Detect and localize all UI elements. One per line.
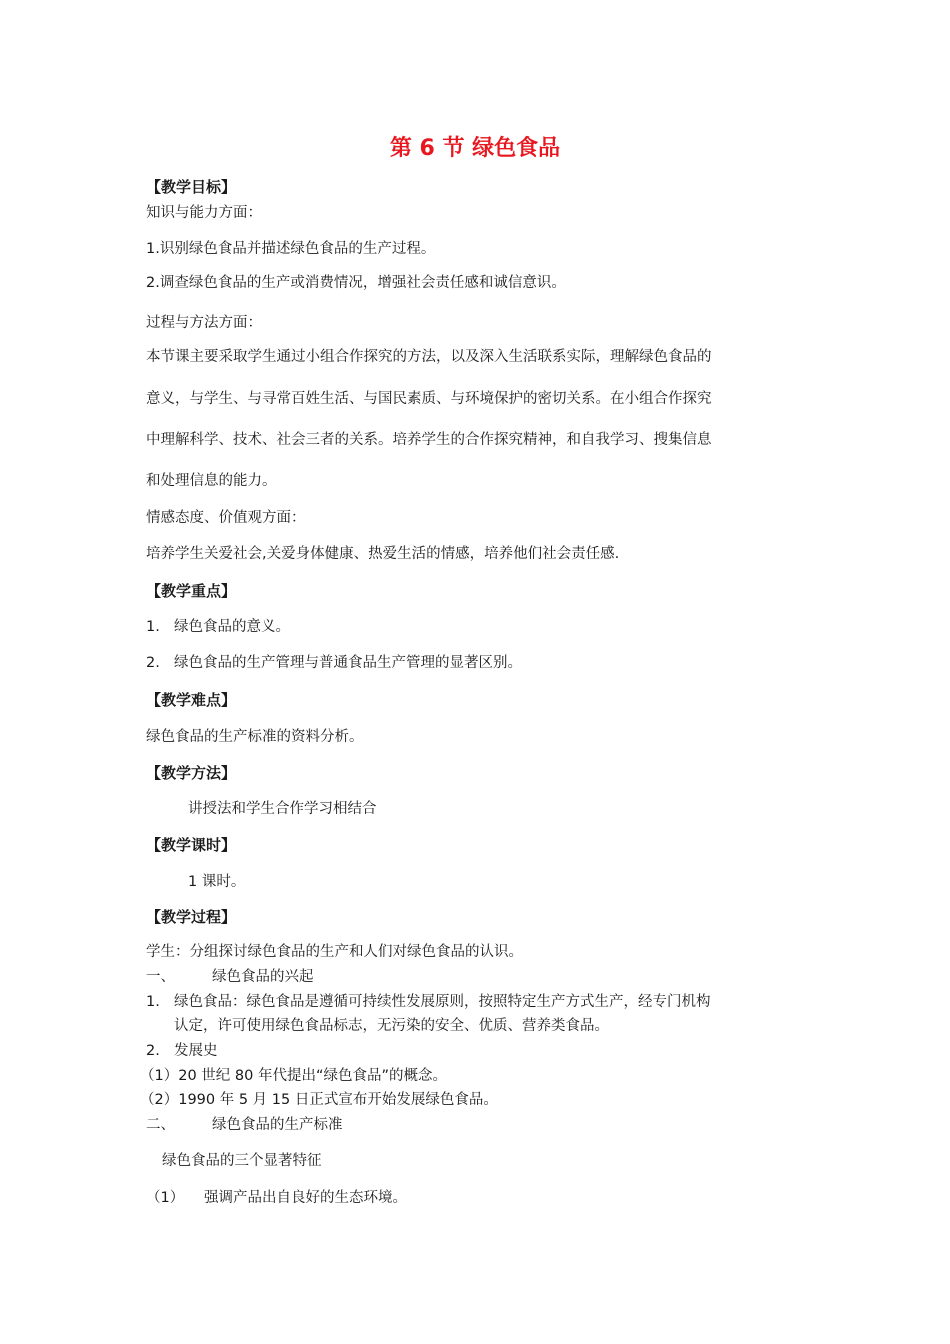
section-number: 二、 <box>146 1117 175 1133</box>
section-1 <box>146 968 314 986</box>
key-point-text: 绿色食品的意义。 <box>174 619 290 635</box>
key-point-text: 绿色食品的生产管理与普通食品生产管理的显著区别。 <box>174 655 522 671</box>
item-1-line-2: 认定，许可使用绿色食品标志，无污染的安全、优质、营养类食品。 <box>174 1018 609 1034</box>
feature-number: （1） <box>146 1190 185 1206</box>
item-2 <box>146 1042 218 1060</box>
section-title: 绿色食品的兴起 <box>212 969 314 985</box>
process-line-4: 和处理信息的能力。 <box>146 473 277 489</box>
key-point-number: 2. <box>146 655 160 671</box>
page-title: 第 6 节 绿色食品 <box>389 136 561 161</box>
item-number: 2. <box>146 1043 160 1059</box>
hours-text: 1 课时。 <box>188 874 246 890</box>
key-point-2 <box>146 654 522 672</box>
process-line-1: 本节课主要采取学生通过小组合作探究的方法，以及深入生活联系实际，理解绿色食品的 <box>146 349 712 365</box>
process-line-3: 中理解科学、技术、社会三者的关系。培养学生的合作探究精神，和自我学习、搜集信息 <box>146 432 712 448</box>
process-intro: 学生：分组探讨绿色食品的生产和人们对绿色食品的认识。 <box>146 944 523 960</box>
process-label: 过程与方法方面： <box>146 315 262 331</box>
hours-heading: 【教学课时】 <box>146 836 237 854</box>
section-title: 绿色食品的生产标准 <box>212 1117 343 1133</box>
difficulties-text: 绿色食品的生产标准的资料分析。 <box>146 729 364 745</box>
process-line-2: 意义，与学生、与寻常百姓生活、与国民素质、与环境保护的密切关系。在小组合作探究 <box>146 391 712 407</box>
knowledge-item-2: 2.调查绿色食品的生产或消费情况，增强社会责任感和诚信意识。 <box>146 275 566 291</box>
emotion-text: 培养学生关爱社会,关爱身体健康、热爱生活的情感，培养他们社会责任感. <box>146 546 620 562</box>
feature-1 <box>146 1189 407 1207</box>
item-number: 1. <box>146 994 160 1010</box>
section-number: 一、 <box>146 969 175 985</box>
item-1-line-1 <box>146 993 711 1011</box>
item-text: 绿色食品：绿色食品是遵循可持续性发展原则，按照特定生产方式生产，经专门机构 <box>174 994 711 1010</box>
key-points-heading: 【教学重点】 <box>146 582 237 600</box>
section-2 <box>146 1116 343 1134</box>
feature-text: 强调产品出自良好的生态环境。 <box>204 1190 407 1206</box>
emotion-label: 情感态度、价值观方面： <box>146 510 306 526</box>
knowledge-label: 知识与能力方面： <box>146 205 262 221</box>
features-title: 绿色食品的三个显著特征 <box>162 1153 322 1169</box>
key-point-1 <box>146 618 290 636</box>
methods-heading: 【教学方法】 <box>146 764 237 782</box>
history-2: （2）1990 年 5 月 15 日正式宣布开始发展绿色食品。 <box>140 1092 498 1108</box>
knowledge-item-1: 1.识别绿色食品并描述绿色食品的生产过程。 <box>146 241 436 257</box>
item-text: 发展史 <box>174 1043 218 1059</box>
difficulties-heading: 【教学难点】 <box>146 691 237 709</box>
methods-text: 讲授法和学生合作学习相结合 <box>188 801 377 817</box>
process-heading: 【教学过程】 <box>146 908 237 926</box>
history-1: （1）20 世纪 80 年代提出“绿色食品”的概念。 <box>140 1068 447 1084</box>
key-point-number: 1. <box>146 619 160 635</box>
objectives-heading: 【教学目标】 <box>146 178 237 196</box>
